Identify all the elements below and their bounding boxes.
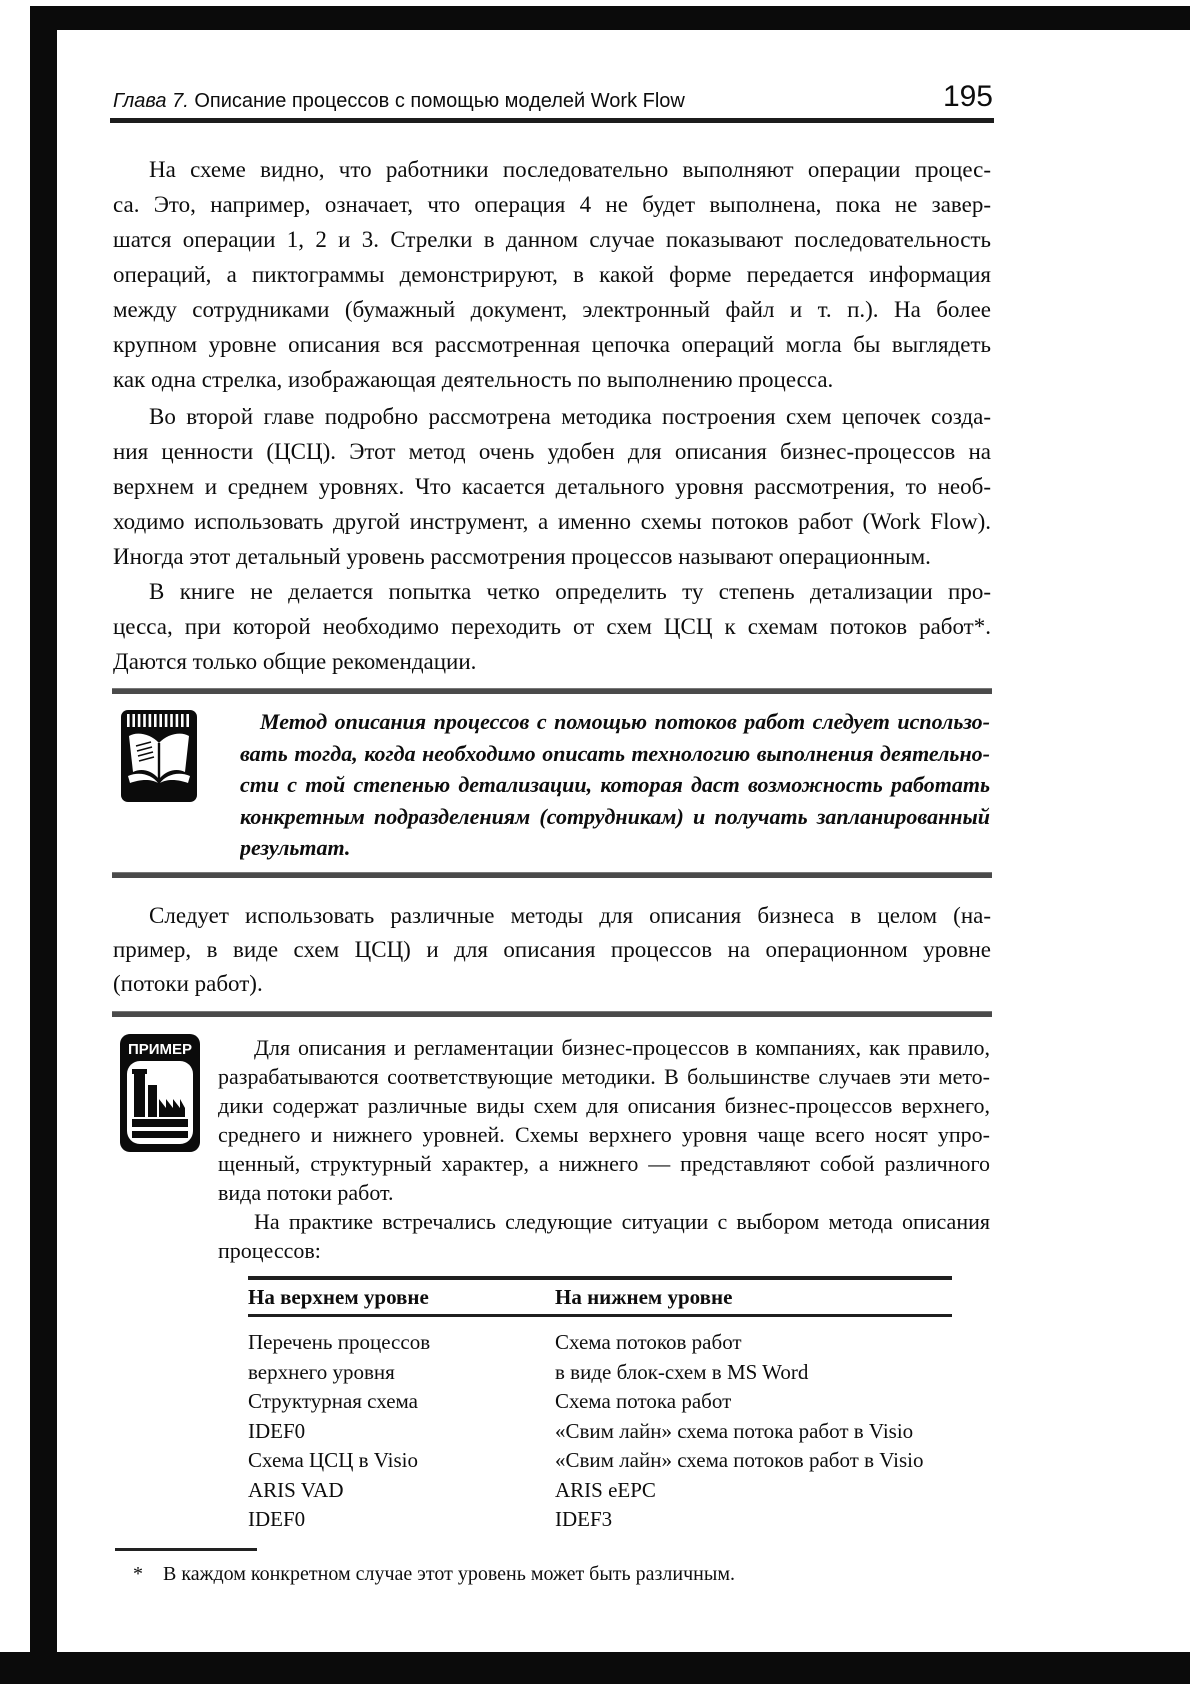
text-line: щенный, структурный характер, а нижнего — представляют собой различного	[218, 1151, 990, 1176]
text-line: сти с той степенью детализации, которая даст возможность работать	[240, 772, 990, 797]
footnote-divider	[115, 1548, 257, 1551]
text-line: Метод описания процессов с помощью потоков работ следует использо-	[260, 709, 990, 734]
table-cell: IDEF3	[555, 1507, 613, 1531]
table-cell: ARIS eEPC	[555, 1477, 656, 1502]
footnote-text: В каждом конкретном случае этот уровень может быть различным.	[163, 1563, 735, 1585]
table-cell: верхнего уровня	[248, 1359, 395, 1384]
scan-edge-top	[30, 6, 1190, 30]
factory-icon	[119, 1033, 201, 1153]
example-text	[218, 1033, 990, 1265]
paragraph	[113, 152, 991, 397]
text-line: Следует использовать различные методы для описания бизнеса в целом (на-	[149, 903, 991, 928]
table-header-cell: На верхнем уровне	[248, 1285, 429, 1309]
text-line: са. Это, например, означает, что операция 4 не будет выполнена, пока не завер-	[113, 192, 991, 217]
table-row	[248, 1387, 952, 1417]
text-line: (потоки работ).	[113, 971, 263, 996]
text-line: На схеме видно, что работники последовательно выполняют операции процес-	[149, 157, 991, 182]
methods-table	[248, 1276, 952, 1535]
footnote-marker: *	[133, 1563, 143, 1585]
text-line: верхнем и среднем уровнях. Что касается детального уровня рассмотрения, то необ-	[113, 474, 991, 499]
text-line: пример, в виде схем ЦСЦ) и для описания процессов на операционном уровне	[113, 937, 991, 962]
note-rule-bottom	[112, 872, 992, 878]
table-cell: «Свим лайн» схема потоков работ в Visio	[555, 1448, 924, 1472]
table-body	[248, 1317, 952, 1535]
text-line: Для описания и регламентации бизнес-процессов в компаниях, как правило,	[254, 1035, 990, 1060]
text-line: дики содержат различные виды схем для описания бизнес-процессов верхнего,	[218, 1093, 990, 1118]
table-cell: «Свим лайн» схема потока работ в Visio	[555, 1418, 914, 1443]
table-cell: Схема потока работ	[555, 1389, 732, 1413]
text-line: На практике встречались следующие ситуации с выбором метода описания	[254, 1209, 990, 1234]
table-row	[248, 1505, 952, 1535]
page-number: 195	[942, 80, 993, 113]
table-row	[248, 1417, 952, 1447]
text-line: В книге не делается попытка четко определить ту степень детализации про-	[149, 579, 991, 604]
text-line: Даются только общие рекомендации.	[113, 649, 477, 674]
text-line: Иногда этот детальный уровень рассмотрения процессов называют операционным.	[113, 544, 931, 569]
text-line: операций, а пиктограммы демонстрируют, в какой форме передается информация	[113, 262, 991, 287]
paragraph	[113, 399, 991, 574]
chapter-label: Глава 7.	[113, 90, 189, 112]
table-cell: IDEF0	[248, 1507, 306, 1531]
table-header-row	[248, 1280, 952, 1312]
table-row	[248, 1358, 952, 1388]
note-text	[240, 706, 990, 864]
table-cell: Структурная схема	[248, 1389, 418, 1413]
table-row	[248, 1446, 952, 1476]
text-line: конкретным подразделениям (сотрудникам) и получать запланированный	[240, 803, 990, 829]
text-line: разрабатываются соответствующие методики. В большинстве случаев эти мето-	[218, 1064, 990, 1089]
chapter-title: Описание процессов с помощью моделей Work Flow	[194, 90, 685, 112]
scan-edge-bottom	[0, 1652, 1190, 1684]
text-line: вать тогда, когда необходимо описать технологию выполнения деятельно-	[240, 740, 990, 766]
text-line: шатся операции 1, 2 и 3. Стрелки в данном случае показывают последовательность	[113, 227, 991, 252]
table-cell: Схема потоков работ	[555, 1330, 742, 1354]
text-line: ния ценности (ЦСЦ). Этот метод очень удобен для описания бизнес-процессов на	[113, 439, 991, 464]
header-rule	[110, 118, 994, 123]
paragraph	[113, 574, 991, 679]
text-line: вида потоки работ.	[218, 1180, 394, 1205]
table-cell: Схема ЦСЦ в Visio	[248, 1448, 419, 1472]
text-line: крупном уровне описания вся рассмотренная цепочка операций могла бы выглядеть	[113, 332, 991, 357]
table-header-cell: На нижнем уровне	[555, 1285, 733, 1309]
text-line: Во второй главе подробно рассмотрена методика построения схем цепочек созда-	[149, 404, 991, 429]
text-line: ходимо использовать другой инструмент, а именно схемы потоков работ (Work Flow).	[113, 509, 991, 534]
text-line: результат.	[240, 835, 351, 860]
scan-edge-left	[30, 6, 57, 1654]
table-row	[248, 1328, 952, 1358]
table-cell: Перечень процессов	[248, 1330, 431, 1354]
table-cell: IDEF0	[248, 1418, 306, 1443]
table-row	[248, 1476, 952, 1506]
example-label: ПРИМЕР	[127, 1041, 193, 1058]
running-head	[113, 88, 813, 114]
open-book-icon	[120, 709, 198, 803]
text-line: как одна стрелка, изображающая деятельность по выполнению процесса.	[113, 367, 834, 392]
text-line: между сотрудниками (бумажный документ, электронный файл и т. п.). На более	[113, 297, 991, 322]
paragraph	[113, 899, 991, 1001]
table-cell: ARIS VAD	[248, 1477, 344, 1502]
text-line: цесса, при которой необходимо переходить от схем ЦСЦ к схемам потоков работ*.	[113, 614, 991, 639]
table-cell: в виде блок-схем в MS Word	[555, 1359, 809, 1384]
example-rule-top	[112, 1011, 992, 1017]
note-rule-top	[112, 688, 992, 694]
text-line: среднего и нижнего уровней. Схемы верхнего уровня чаще всего носят упро-	[218, 1122, 990, 1147]
text-line: процессов:	[218, 1238, 321, 1263]
